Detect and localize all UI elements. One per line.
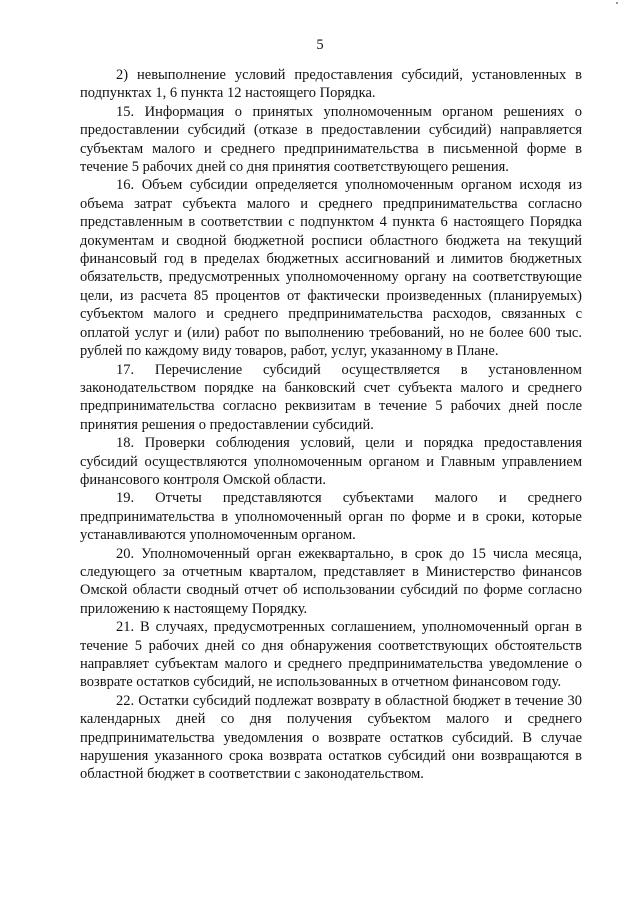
- paragraph-17: 17. Перечисление субсидий осуществляется в установленном законодательством порядке на банковский счет субъекта малого и среднего предпринимательства согласно реквизитам в течение 5 рабочих дней после принятия решения о предоставлении субсидий.: [80, 361, 582, 433]
- paragraph-20: 20. Уполномоченный орган ежеквартально, в срок до 15 числа месяца, следующего за отчетным кварталом, представляет в Министерство финансов Омской области сводный отчет об использовании субсидий по форме согласно приложению к настоящему Порядку.: [80, 545, 582, 617]
- paragraph-18: 18. Проверки соблюдения условий, цели и порядка предоставления субсидий осуществляются уполномоченным органом и Главным управлением финансового контроля Омской области.: [80, 435, 582, 488]
- paragraph-15: 15. Информация о принятых уполномоченным органом решениях о предоставлении субсидий (отказе в предоставлении субсидий) направляется субъектам малого и среднего предпринимательства в письменной форме в течение 5 рабочих дней со дня принятия соответствующего решения.: [80, 103, 582, 176]
- paragraph-19: 19. Отчеты представляются субъектами малого и среднего предпринимательства в уполномоченный орган по форме и в сроки, которые устанавливаются уполномоченным органом.: [80, 490, 582, 544]
- paragraph-22: 22. Остатки субсидий подлежат возврату в областной бюджет в течение 30 календарных дней со дня получения субъектом малого и среднего предпринимательства уведомления о возврате остатков субсидий. В случае нарушения указанного срока возврата остатков субсидий они возвращаются в областной бюджет в соответствии с законодательством.: [80, 692, 582, 783]
- page-number: 5: [316, 37, 324, 53]
- document-body: [80, 66, 582, 784]
- paragraph-subitem-2: 2) невыполнение условий предоставления субсидий, установленных в подпунктах 1, 6 пункта 12 настоящего Порядка.: [80, 67, 582, 102]
- paragraph-21: 21. В случаях, предусмотренных соглашением, уполномоченный орган в течение 5 рабочих дней со дня обнаружения соответствующих обстоятельств направляет субъектам малого и среднего предпринимательства уведомление о возврате остатков субсидий, не использованных в отчетном финансовом году.: [80, 619, 582, 691]
- paragraph-16: 16. Объем субсидии определяется уполномоченным органом исходя из объема затрат субъекта малого и среднего предпринимательства согласно представленным в соответствии с подпунктом 4 пункта 6 настоящего Порядка документам и сводной бюджетной росписи областного бюджета на текущий финансовый год в пределах бюджетных ассигнований и лимитов бюджетных обязательств, предусмотренных уполномоченному органу на соответствующие цели, из расчета 85 процентов от фактически произведенных (планируемых) субъектом малого и среднего предпринимательства расходов, связанных с оплатой услуг и (или) работ по выполнению требований, но не более 600 тыс. рублей по каждому виду товаров, работ, услуг, указанному в Плане.: [80, 177, 582, 360]
- scan-mark: [616, 2, 618, 4]
